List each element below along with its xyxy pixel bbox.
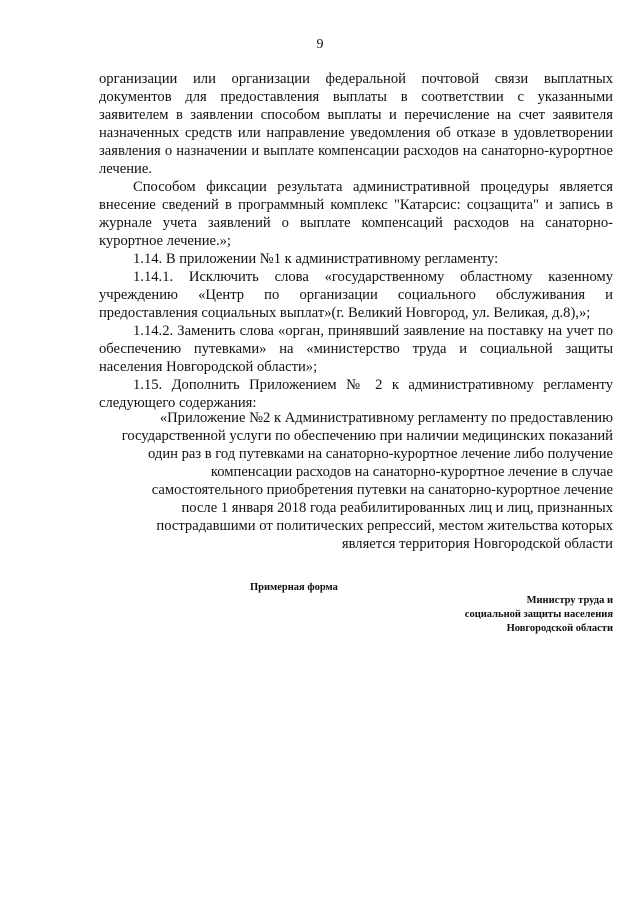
main-text bbox=[99, 70, 613, 412]
appendix-heading bbox=[99, 409, 613, 553]
sample-form-label: Примерная форма bbox=[250, 582, 338, 593]
paragraph-1-14-1: 1.14.1. Исключить слова «государственному областному казенному учреждению «Центр по организации социального обслуживания и предоставления социальных выплат»(г. Великий Новгород, ул. Великая, д.8),»; bbox=[99, 269, 613, 321]
recipient-line: социальной защиты населения bbox=[464, 609, 613, 620]
appendix-line: является территория Новгородской области bbox=[341, 536, 613, 552]
recipient-line: Министру труда и bbox=[526, 595, 613, 606]
recipient-block bbox=[393, 594, 613, 636]
appendix-line: после 1 января 2018 года реабилитированных лиц и лиц, признанных bbox=[181, 500, 613, 516]
page-number: 9 bbox=[316, 37, 324, 52]
appendix-line: государственной услуги по обеспечению при наличии медицинских показаний bbox=[121, 428, 613, 444]
recipient-line: Новгородской области bbox=[506, 623, 613, 634]
paragraph-1-14: 1.14. В приложении №1 к административному регламенту: bbox=[133, 251, 499, 267]
paragraph-fixation-method: Способом фиксации результата административной процедуры является внесение сведений в программный комплекс "Катарсис: соцзащита" и запись в журнале учета заявлений о выплате компенсаций расходов на санаторно-курортное лечение.»; bbox=[99, 179, 613, 249]
appendix-line: пострадавшими от политических репрессий, местом жительства которых bbox=[156, 518, 613, 534]
paragraph-1-14-2: 1.14.2. Заменить слова «орган, принявший заявление на поставку на учет по обеспечению путевками» на «министерство труда и социальной защиты населения Новгородской области»; bbox=[99, 323, 613, 375]
paragraph-payment-documents: организации или организации федеральной почтовой связи выплатных документов для предоставления выплаты в соответствии с указанными заявителем в заявлении способом выплаты и перечисление на счет заявителя назначенных средств или направление уведомления об отказе в удовлетворении заявления о назначении и выплате компенсации расходов на санаторно-курортное лечение. bbox=[99, 71, 613, 177]
appendix-line: «Приложение №2 к Административному регламенту по предоставлению bbox=[159, 410, 613, 426]
appendix-line: самостоятельного приобретения путевки на санаторно-курортное лечение bbox=[151, 482, 613, 498]
appendix-line: один раз в год путевками на санаторно-курортное лечение либо получение bbox=[148, 446, 613, 462]
paragraph-1-15: 1.15. Дополнить Приложением № 2 к административному регламенту следующего содержания: bbox=[99, 377, 613, 411]
appendix-line: компенсации расходов на санаторно-курортное лечение в случае bbox=[210, 464, 613, 480]
